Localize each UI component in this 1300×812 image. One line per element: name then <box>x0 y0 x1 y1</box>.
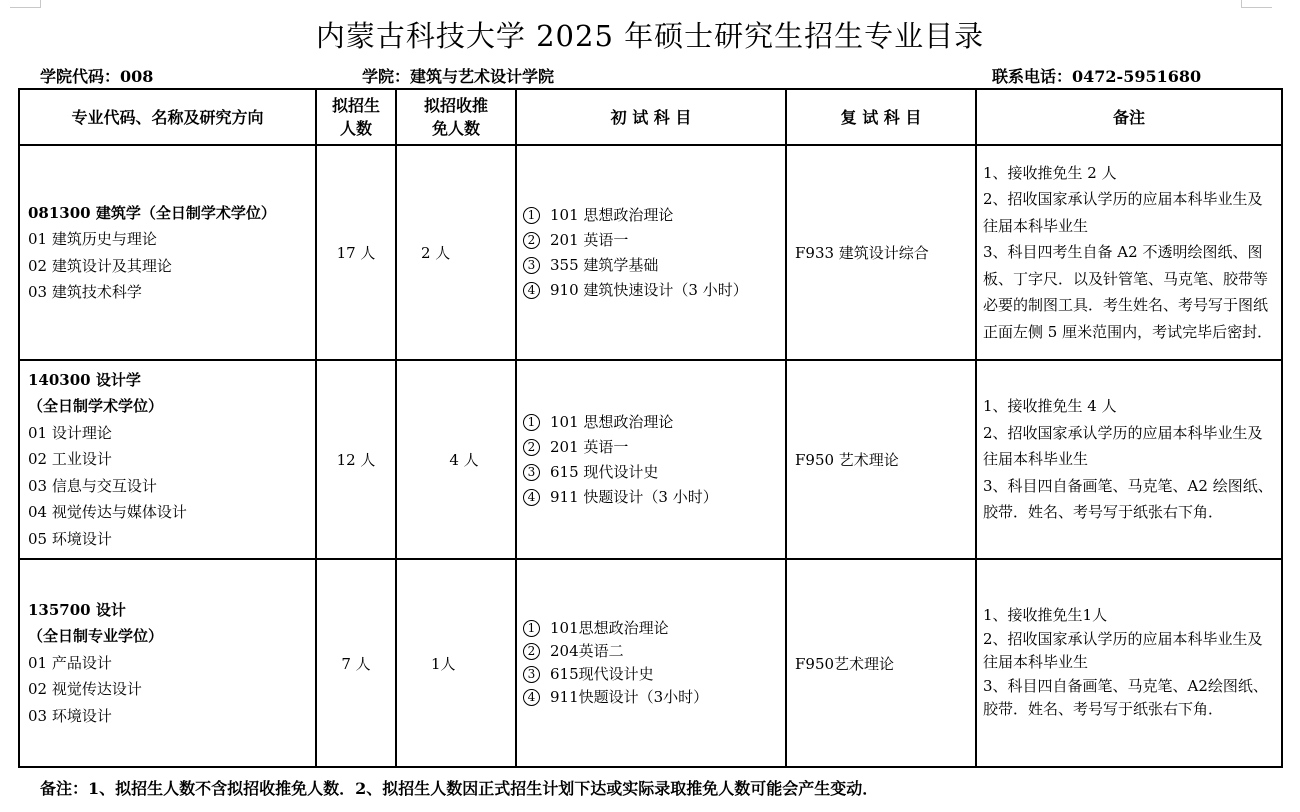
exam-text: 910 建筑快速设计（3 小时） <box>550 280 748 299</box>
school-name-value: 建筑与艺术设计学院 <box>410 67 555 86</box>
retest-cell: F950艺术理论 <box>786 559 976 767</box>
first-exam-cell <box>516 145 786 360</box>
header-exempt-line1: 拟招收推 <box>423 96 488 115</box>
circled-number-icon: 1 <box>523 620 540 637</box>
footnote: 备注：1、拟招生人数不含拟招收推免人数．2、拟招生人数因正式招生计划下达或实际录取推免人数可能会产生变动． <box>40 779 879 798</box>
contact-phone-value: 0472-5951680 <box>1072 67 1202 86</box>
note-item: 2、招收国家承认学历的应届本科毕业生及往届本科毕业生 <box>983 629 1263 672</box>
exempt-cell: 2 人 <box>396 145 516 360</box>
direction-item: 01 产品设计 <box>28 653 112 672</box>
major-cell <box>19 360 316 559</box>
notes-cell <box>976 360 1282 559</box>
school-code-label: 学院代码： <box>40 67 121 86</box>
note-item: 3、科目四自备画笔、马克笔、A2 绘图纸、胶带．姓名、考号写于纸张右下角． <box>983 476 1273 522</box>
school-code <box>40 64 153 87</box>
exam-text: 355 建筑学基础 <box>550 255 659 274</box>
direction-item: 05 环境设计 <box>28 529 112 548</box>
direction-item: 03 建筑技术科学 <box>28 283 142 301</box>
note-item: 2、招收国家承认学历的应届本科毕业生及往届本科毕业生 <box>983 190 1263 235</box>
exam-item <box>523 686 785 709</box>
exam-item <box>523 460 785 485</box>
circled-number-icon: 2 <box>523 643 540 660</box>
header-quota-line2: 人数 <box>339 119 372 138</box>
note-item: 2、招收国家承认学历的应届本科毕业生及往届本科毕业生 <box>983 423 1263 469</box>
page-corner-mark-left <box>10 0 41 8</box>
direction-item: 02 工业设计 <box>28 450 112 469</box>
notes-cell <box>976 559 1282 767</box>
major-degree-type: （全日制专业学位） <box>28 627 164 646</box>
first-exam-cell <box>516 360 786 559</box>
major-cell <box>19 145 316 360</box>
major-degree-type: （全日制学术学位） <box>28 397 164 416</box>
exam-item <box>523 253 785 278</box>
exam-item <box>523 410 785 435</box>
exam-item <box>523 228 785 253</box>
circled-number-icon: 4 <box>523 489 540 506</box>
header-retest: 复 试 科 目 <box>786 89 976 145</box>
major-title: 135700 设计 <box>28 600 126 619</box>
exam-text: 911快题设计（3小时） <box>550 688 709 706</box>
note-item: 1、接收推免生1人 <box>983 606 1108 625</box>
school-code-value: 008 <box>120 67 154 86</box>
exam-text: 101思想政治理论 <box>550 619 669 637</box>
page-corner-mark-right <box>1241 0 1272 8</box>
exam-text: 615现代设计史 <box>550 665 654 683</box>
major-title: 140300 设计学 <box>28 370 141 389</box>
circled-number-icon: 1 <box>523 207 540 224</box>
header-exempt <box>396 89 516 145</box>
document-title: 内蒙古科技大学 2025 年硕士研究生招生专业目录 <box>315 19 985 53</box>
retest-cell: F950 艺术理论 <box>786 360 976 559</box>
direction-item: 02 建筑设计及其理论 <box>28 256 172 275</box>
contact-phone-label: 联系电话： <box>992 67 1073 86</box>
note-item: 3、科目四自备画笔、马克笔、A2绘图纸、胶带．姓名、考号写于纸张右下角． <box>983 676 1268 719</box>
table-header-row <box>19 89 1282 145</box>
direction-item: 03 环境设计 <box>28 706 112 725</box>
note-item: 1、接收推免生 2 人 <box>983 163 1117 182</box>
circled-number-icon: 2 <box>523 439 540 456</box>
exam-text: 101 思想政治理论 <box>550 412 674 431</box>
direction-item: 04 视觉传达与媒体设计 <box>28 503 187 522</box>
major-cell <box>19 559 316 767</box>
header-quota <box>316 89 396 145</box>
table-row <box>19 559 1282 767</box>
exam-item <box>523 617 785 640</box>
retest-cell: F933 建筑设计综合 <box>786 145 976 360</box>
header-first-exam: 初 试 科 目 <box>516 89 786 145</box>
first-exam-cell <box>516 559 786 767</box>
note-item: 1、接收推免生 4 人 <box>983 397 1117 416</box>
exam-text: 911 快题设计（3 小时） <box>550 487 718 506</box>
exam-text: 101 思想政治理论 <box>550 205 674 224</box>
school-name <box>362 64 554 87</box>
direction-item: 01 建筑历史与理论 <box>28 230 157 248</box>
quota-cell: 17 人 <box>316 145 396 360</box>
circled-number-icon: 2 <box>523 232 540 249</box>
catalog-table <box>18 88 1283 768</box>
exam-text: 201 英语一 <box>550 230 629 249</box>
circled-number-icon: 1 <box>523 414 540 431</box>
note-item: 3、科目四考生自备 A2 不透明绘图纸、图板、丁字尺．以及针管笔、马克笔、胶带等必要的制图工具．考生姓名、考号写于图纸正面左侧 5 厘米范围内，考试完毕后密封． <box>983 243 1273 341</box>
contact-phone <box>992 64 1201 87</box>
header-exempt-line2: 免人数 <box>431 119 480 138</box>
exempt-cell: 4 人 <box>396 360 516 559</box>
exam-item <box>523 663 785 686</box>
header-notes: 备注 <box>976 89 1282 145</box>
circled-number-icon: 4 <box>523 282 540 299</box>
exam-text: 201 英语一 <box>550 437 629 456</box>
direction-item: 01 设计理论 <box>28 423 112 442</box>
exam-item <box>523 435 785 460</box>
exam-item <box>523 278 785 303</box>
exam-text: 615 现代设计史 <box>550 462 659 481</box>
exam-item <box>523 640 785 663</box>
table-row <box>19 145 1282 360</box>
circled-number-icon: 4 <box>523 689 540 706</box>
exam-item <box>523 485 785 510</box>
circled-number-icon: 3 <box>523 666 540 683</box>
circled-number-icon: 3 <box>523 464 540 481</box>
direction-item: 03 信息与交互设计 <box>28 476 157 495</box>
quota-cell: 7 人 <box>316 559 396 767</box>
exam-text: 204英语二 <box>550 642 624 660</box>
header-quota-line1: 拟招生 <box>331 96 380 115</box>
school-name-label: 学院： <box>362 67 411 86</box>
table-row <box>19 360 1282 559</box>
notes-cell <box>976 145 1282 360</box>
major-title: 081300 建筑学（全日制学术学位） <box>28 203 276 222</box>
direction-item: 02 视觉传达设计 <box>28 680 142 699</box>
header-major: 专业代码、名称及研究方向 <box>19 89 316 145</box>
exempt-cell: 1人 <box>396 559 516 767</box>
exam-item <box>523 203 785 228</box>
circled-number-icon: 3 <box>523 257 540 274</box>
quota-cell: 12 人 <box>316 360 396 559</box>
